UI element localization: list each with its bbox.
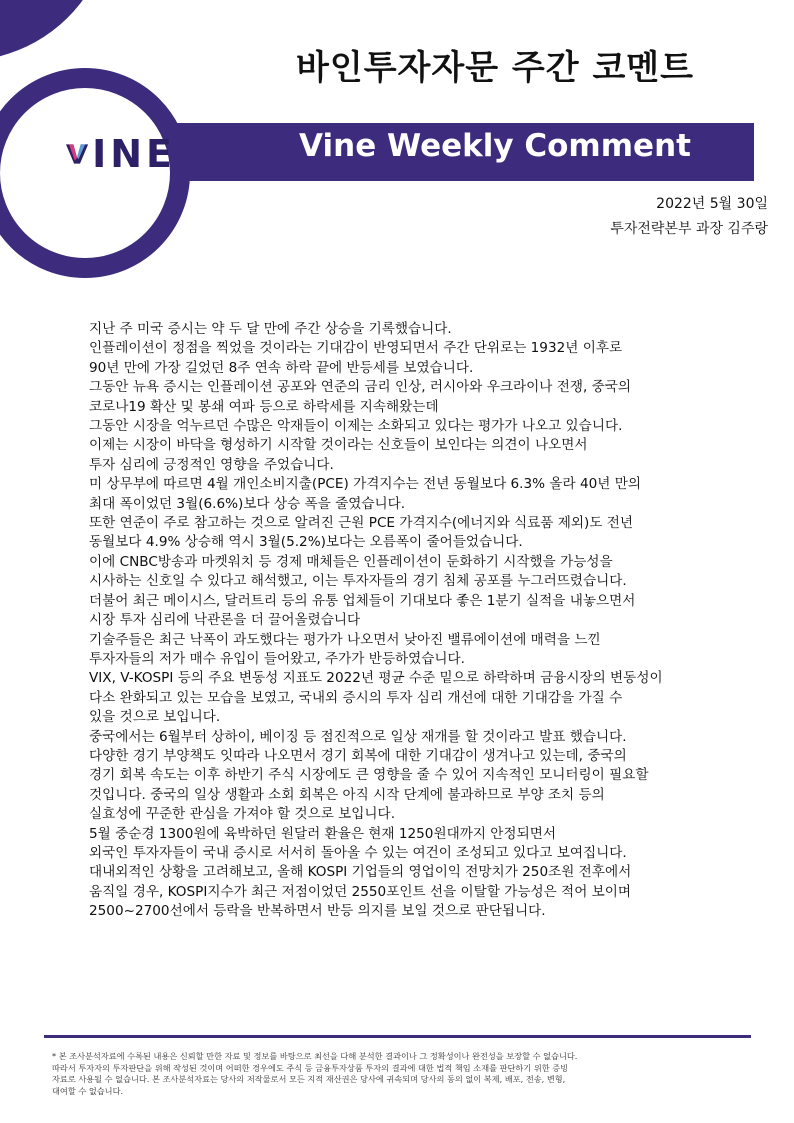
body-line: 코로나19 확산 및 봉쇄 여파 등으로 하락세를 지속해왔는데 [89, 398, 439, 415]
body-line: VIX, V-KOSPI 등의 주요 변동성 지표도 2022년 평균 수준 밑으로 하락하며 금융시장의 변동성이 [89, 670, 663, 687]
vine-logo [66, 131, 176, 177]
body-line: 다소 완화되고 있는 모습을 보였고, 국내외 증시의 투자 심리 개선에 대한 기대감을 가질 수 [89, 689, 623, 706]
body-line: 시장 투자 심리에 낙관론을 더 끌어올렸습니다 [89, 612, 361, 629]
body-line: 또한 연준이 주로 참고하는 것으로 알려진 근원 PCE 가격지수(에너지와 식료품 제외)도 전년 [89, 515, 634, 532]
page-title: 바인투자자문 주간 코멘트 [296, 48, 694, 88]
body-line: 그동안 뉴욕 증시는 인플레이션 공포와 연준의 금리 인상, 러시아와 우크라이나 전쟁, 중국의 [89, 379, 632, 396]
body-line: 투자자들의 저가 매수 유입이 들어왔고, 주가가 반등하였습니다. [89, 650, 465, 667]
body-line: 최대 폭이었던 3월(6.6%)보다 상승 폭을 줄였습니다. [89, 495, 406, 512]
page-subtitle: Vine Weekly Comment [299, 128, 691, 164]
disclaimer-line: 자료로 사용될 수 없습니다. 본 조사분석자료는 당사의 저작물로서 모든 지적 재산권은 당사에 귀속되며 당사의 동의 없이 복제, 배포, 전송, 변형, [52, 1074, 566, 1084]
comment-body [89, 320, 769, 922]
body-line: 실효성에 꾸준한 관심을 가져야 할 것으로 보입니다. [89, 806, 396, 823]
body-line: 중국에서는 6월부터 상하이, 베이징 등 점진적으로 일상 재개를 할 것이라고 발표 했습니다. [89, 728, 627, 745]
body-line: 더불어 최근 메이시스, 달러트리 등의 유통 업체들이 기대보다 좋은 1분기 실적을 내놓으면서 [89, 592, 636, 609]
body-line: 미 상무부에 따르면 4월 개인소비지출(PCE) 가격지수는 전년 동월보다 6.3% 올라 40년 만의 [89, 476, 641, 493]
disclaimer-line: 따라서 투자자의 투자판단을 위해 작성된 것이며 어떠한 경우에도 주식 등 금융투자상품 투자의 결과에 대한 법적 책임 소재를 판단하기 위한 증빙 [52, 1062, 569, 1073]
document-header [0, 0, 794, 260]
body-line: 인플레이션이 정점을 찍었을 것이라는 기대감이 반영되면서 주간 단위로는 1932년 이후로 [89, 340, 623, 357]
body-line: 이제는 시장이 바닥을 형성하기 시작할 것이라는 신호들이 보인다는 의견이 나오면서 [89, 437, 588, 454]
body-line: 다양한 경기 부양책도 잇따라 나오면서 경기 회복에 대한 기대감이 생겨나고 있는데, 중국의 [89, 747, 627, 764]
body-line: 기술주들은 최근 낙폭이 과도했다는 평가가 나오면서 낮아진 밸류에이션에 매력을 느낀 [89, 631, 601, 648]
vine-v-icon [66, 139, 88, 169]
body-line: 대내외적인 상황을 고려해보고, 올해 KOSPI 기업들의 영업이익 전망치가 250조원 전후에서 [89, 864, 632, 881]
body-line: 동월보다 4.9% 상승해 역시 3월(5.2%)보다는 오름폭이 줄어들었습니다. [89, 534, 523, 551]
document-author: 투자전략본부 과장 김주랑 [610, 221, 768, 237]
document-meta [610, 192, 768, 242]
body-line: 5월 중순경 1300원에 육박하던 원달러 환율은 현재 1250원대까지 안정되면서 [89, 825, 556, 842]
body-line: 투자 심리에 긍정적인 영향을 주었습니다. [89, 456, 334, 473]
body-line: 외국인 투자자들이 국내 증시로 서서히 돌아올 수 있는 여건이 조성되고 있다고 보여집니다. [89, 844, 627, 861]
body-line: 있을 것으로 보입니다. [89, 709, 221, 726]
body-line: 움직일 경우, KOSPI지수가 최근 저점이었던 2550포인트 선을 이탈할 가능성은 적어 보이며 [89, 883, 632, 900]
body-line: 90년 만에 가장 길었던 8주 연속 하락 끝에 반등세를 보였습니다. [89, 359, 474, 376]
disclaimer-line: * 본 조사분석자료에 수록된 내용은 신뢰할 만한 자료 및 정보를 바탕으로 최선을 다해 분석한 결과이나 그 정확성이나 완전성을 보장할 수 없습니다. [52, 1051, 578, 1061]
disclaimer-line: 대여할 수 없습니다. [52, 1085, 124, 1096]
decorative-arc [0, 0, 130, 60]
body-line: 시사하는 신호일 수 있다고 해석했고, 이는 투자자들의 경기 침체 공포를 누그러뜨렸습니다. [89, 573, 627, 590]
document-date: 2022년 5월 30일 [656, 196, 768, 212]
body-line: 이에 CNBC방송과 마켓워치 등 경제 매체들은 인플레이션이 둔화하기 시작했을 가능성을 [89, 553, 613, 570]
footer-divider [44, 1035, 751, 1038]
body-line: 지난 주 미국 증시는 약 두 달 만에 주간 상승을 기록했습니다. [89, 321, 452, 337]
disclaimer [52, 1051, 752, 1097]
body-line: 경기 회복 속도는 이후 하반기 주식 시장에도 큰 영향을 줄 수 있어 지속적인 모니터링이 필요할 [89, 767, 649, 784]
body-line: 것입니다. 중국의 일상 생활과 소회 회복은 아직 시작 단계에 불과하므로 부양 조치 등의 [89, 786, 605, 803]
logo-wordmark: INE [92, 132, 176, 176]
body-line: 그동안 시장을 억누르던 수많은 악재들이 이제는 소화되고 있다는 평가가 나오고 있습니다. [89, 418, 623, 435]
body-line: 2500~2700선에서 등락을 반복하면서 반등 의지를 보일 것으로 판단됩니다. [89, 903, 546, 920]
